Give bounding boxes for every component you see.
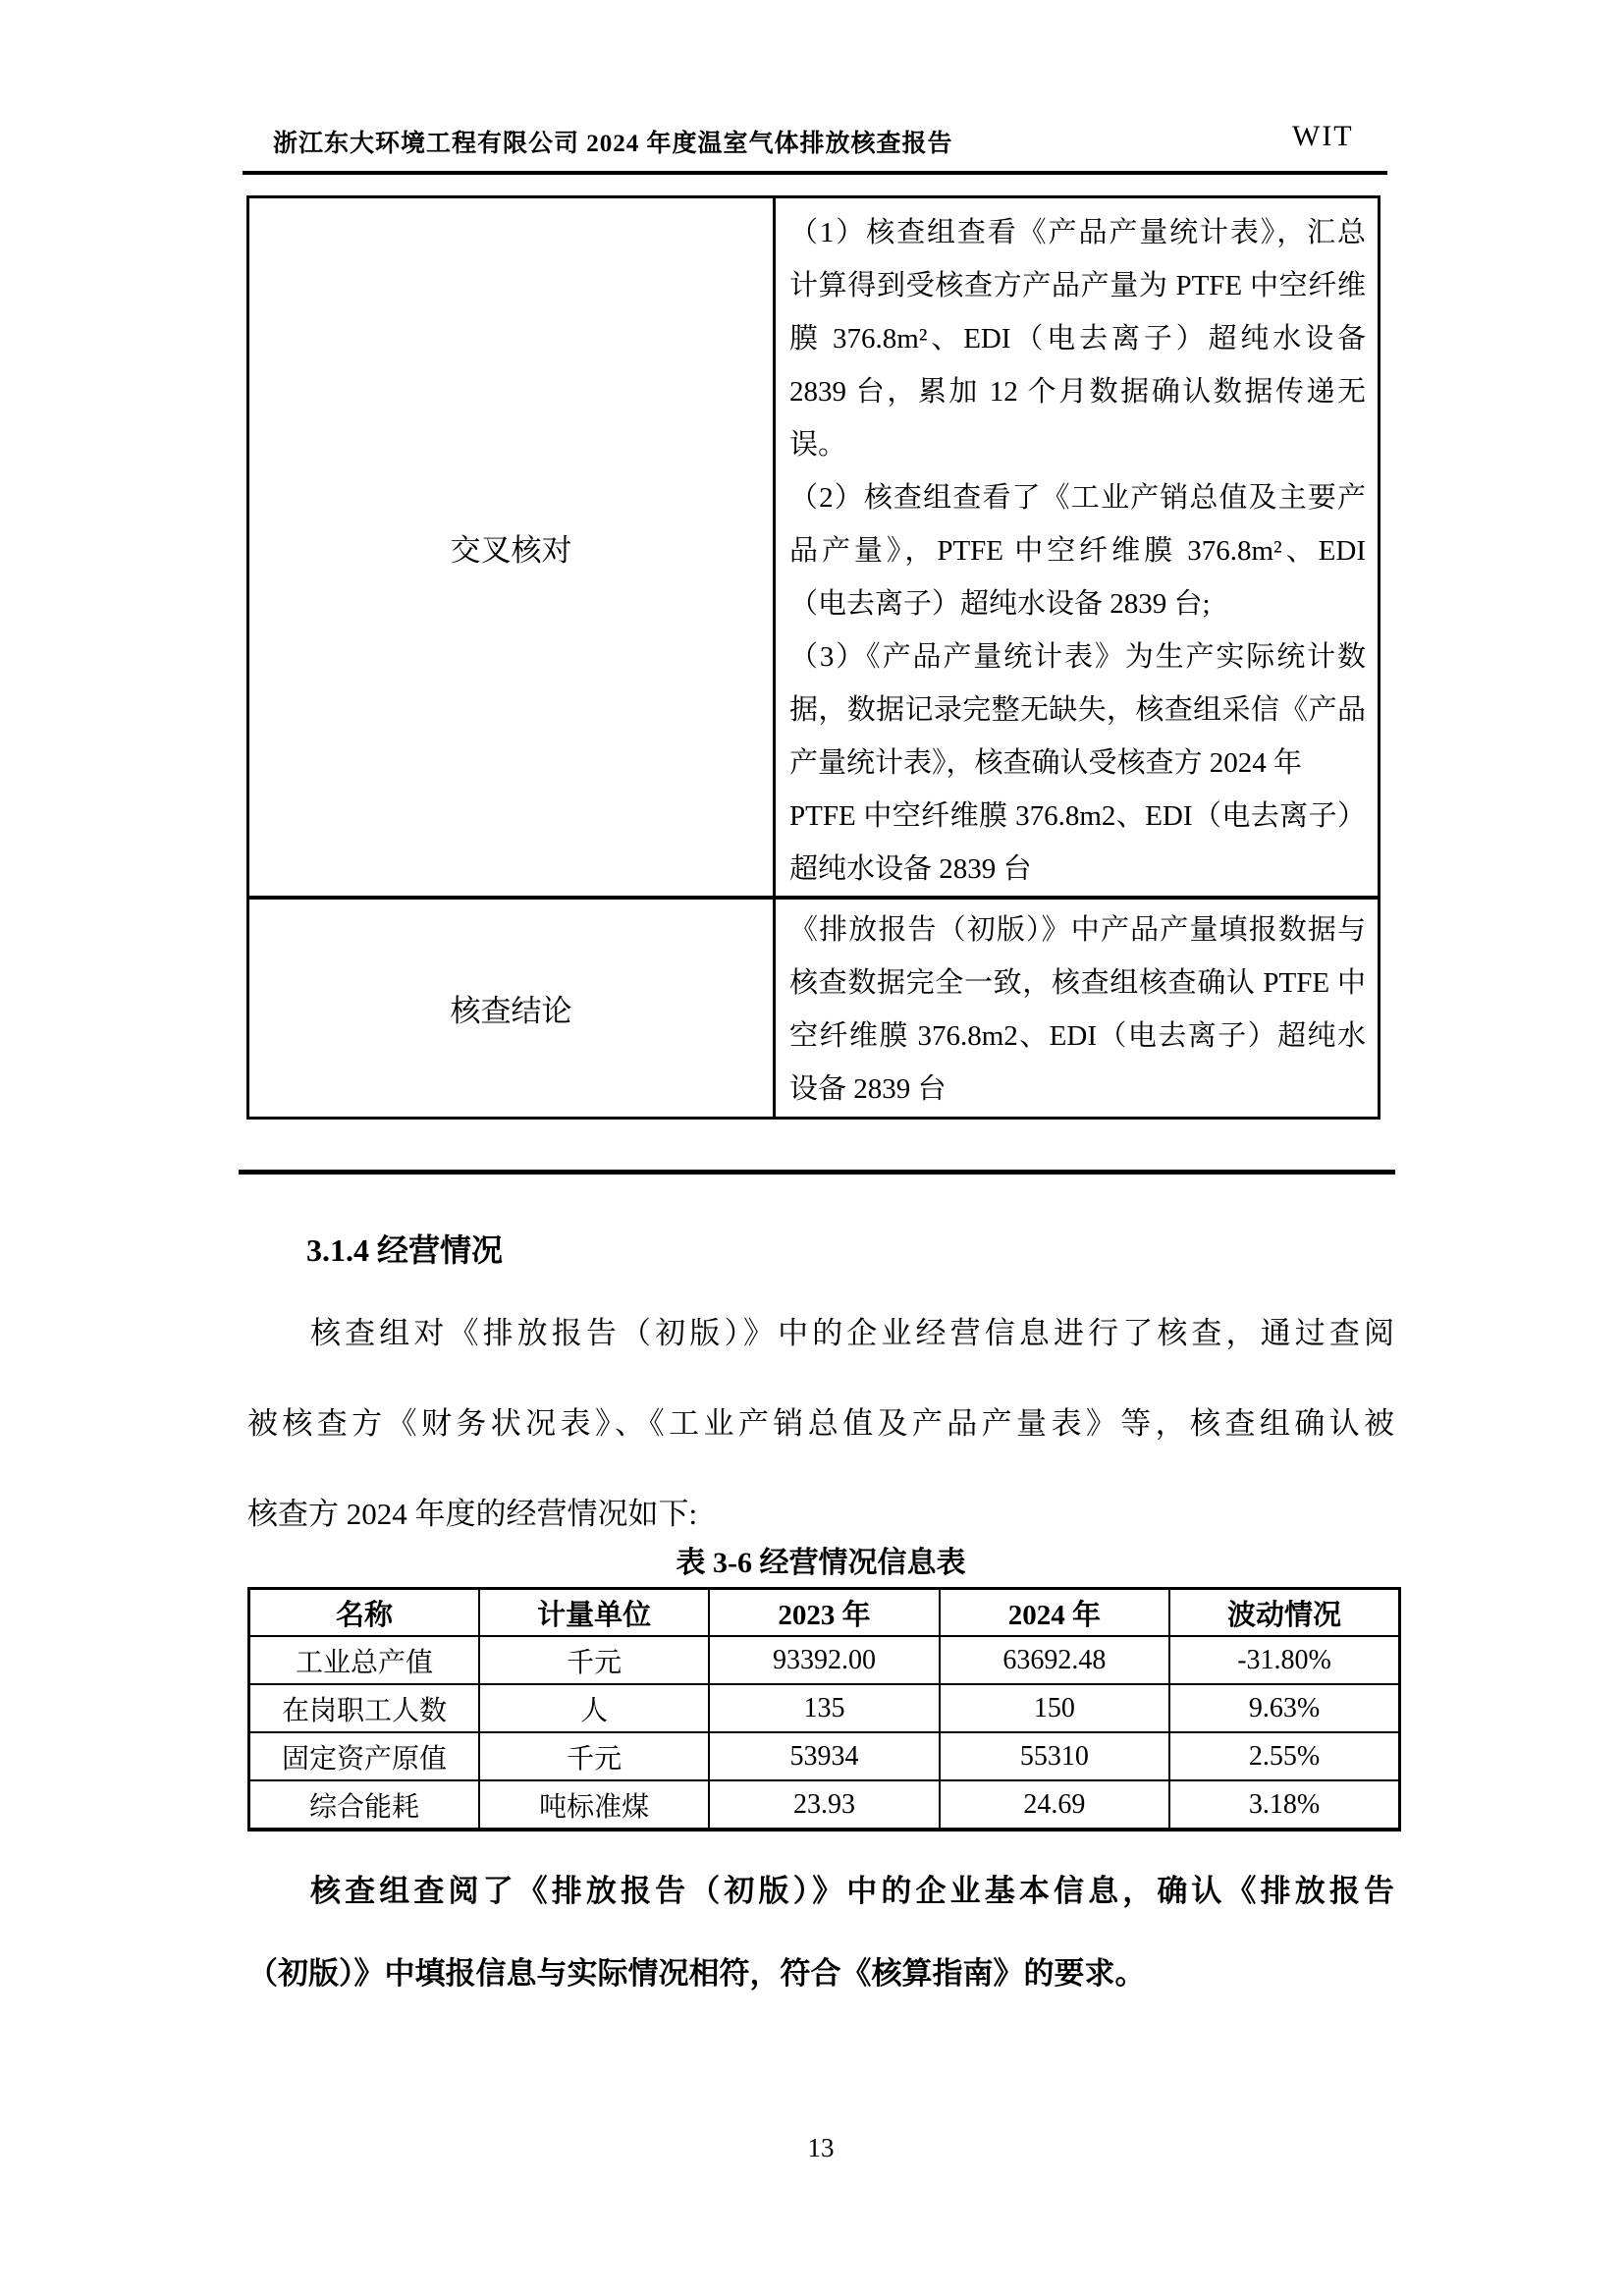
table-row	[248, 898, 1380, 1118]
cell-unit: 吨标准煤	[479, 1780, 709, 1830]
cell-name: 在岗职工人数	[249, 1684, 479, 1732]
content-line: 核查数据完全一致，核查组核查确认 PTFE 中	[789, 967, 1366, 1000]
table-row	[249, 1732, 1400, 1780]
row-content-cell	[775, 197, 1380, 899]
table-header-row	[249, 1589, 1400, 1637]
cell-2023: 23.93	[709, 1780, 939, 1830]
row-label-cell: 核查结论	[248, 898, 775, 1118]
section-paragraph	[247, 1288, 1394, 1559]
cell-unit: 人	[479, 1684, 709, 1732]
content-line: 《排放报告（初版）》中产品产量填报数据与	[789, 914, 1366, 947]
closing-paragraph	[247, 1850, 1394, 2015]
column-header: 计量单位	[479, 1589, 709, 1637]
cell-variation: 9.63%	[1169, 1684, 1399, 1732]
cell-name: 工业总产值	[249, 1636, 479, 1684]
content-line: （1）核查组查看《产品产量统计表》，汇总	[789, 217, 1366, 248]
cell-2023: 53934	[709, 1732, 939, 1780]
cell-2024: 55310	[940, 1732, 1169, 1780]
table-3-6	[247, 1587, 1401, 1831]
content-line: （2）核查组查看了《工业产销总值及主要产	[789, 482, 1366, 514]
content-line: 据，数据记录完整无缺失，核查组采信《产品	[789, 694, 1366, 726]
brand-mark: WIT	[1292, 120, 1354, 152]
content-line: PTFE 中空纤维膜 376.8m2、EDI（电去离子）	[789, 800, 1366, 832]
row-label-cell: 交叉核对	[248, 197, 775, 899]
content-line: 品产量》，PTFE 中空纤维膜 376.8m²、EDI	[789, 535, 1366, 567]
cell-variation: -31.80%	[1169, 1636, 1399, 1684]
column-header: 2024 年	[940, 1589, 1169, 1637]
content-line: 超纯水设备 2839 台	[789, 853, 1032, 885]
column-header: 名称	[249, 1589, 479, 1637]
cell-2024: 150	[940, 1684, 1169, 1732]
content-line: 空纤维膜 376.8m2、EDI（电去离子）超纯水	[789, 1020, 1366, 1053]
paragraph-line: （初版）》中填报信息与实际情况相符，符合《核算指南》的要求。	[247, 1956, 1146, 1991]
content-line: 产量统计表》，核查确认受核查方 2024 年	[789, 747, 1303, 779]
table-row	[249, 1684, 1400, 1732]
cell-unit: 千元	[479, 1732, 709, 1780]
cell-2024: 24.69	[940, 1780, 1169, 1830]
table-row	[248, 197, 1380, 899]
content-line: 设备 2839 台	[789, 1073, 947, 1106]
cell-2023: 135	[709, 1684, 939, 1732]
column-header: 波动情况	[1169, 1589, 1399, 1637]
report-header-title: 浙江东大环境工程有限公司 2024 年度温室气体排放核查报告	[273, 131, 953, 157]
content-line: 膜 376.8m²、EDI（电去离子）超纯水设备	[789, 323, 1366, 355]
cell-name: 综合能耗	[249, 1780, 479, 1830]
section-separator-rule	[239, 1170, 1395, 1175]
column-header: 2023 年	[709, 1589, 939, 1637]
paragraph-line: 被核查方《财务状况表》、《工业产销总值及产品产量表》等，核查组确认被	[247, 1406, 1394, 1441]
cell-name: 固定资产原值	[249, 1732, 479, 1780]
cell-2023: 93392.00	[709, 1636, 939, 1684]
content-line: 误。	[789, 429, 847, 461]
content-line: 计算得到受核查方产品产量为 PTFE 中空纤维	[789, 270, 1366, 301]
header-rule	[243, 171, 1387, 175]
cross-check-table	[246, 195, 1380, 1120]
content-line: （3）《产品产量统计表》为生产实际统计数	[789, 641, 1366, 673]
cell-variation: 3.18%	[1169, 1780, 1399, 1830]
table-3-6-caption: 表 3-6 经营情况信息表	[676, 1547, 966, 1579]
section-heading: 3.1.4 经营情况	[306, 1232, 504, 1268]
content-line: （电去离子）超纯水设备 2839 台;	[789, 588, 1211, 620]
page-number: 13	[807, 2133, 835, 2162]
cell-2024: 63692.48	[940, 1636, 1169, 1684]
paragraph-line: 核查组对《排放报告（初版）》中的企业经营信息进行了核查，通过查阅	[310, 1316, 1394, 1350]
table-row	[249, 1780, 1400, 1830]
cell-variation: 2.55%	[1169, 1732, 1399, 1780]
paragraph-line: 核查组查阅了《排放报告（初版）》中的企业基本信息，确认《排放报告	[310, 1874, 1394, 1908]
content-line: 2839 台，累加 12 个月数据确认数据传递无	[789, 376, 1366, 408]
table-row	[249, 1636, 1400, 1684]
paragraph-line: 核查方 2024 年度的经营情况如下:	[247, 1497, 698, 1531]
cell-unit: 千元	[479, 1636, 709, 1684]
row-content-cell	[775, 898, 1380, 1118]
